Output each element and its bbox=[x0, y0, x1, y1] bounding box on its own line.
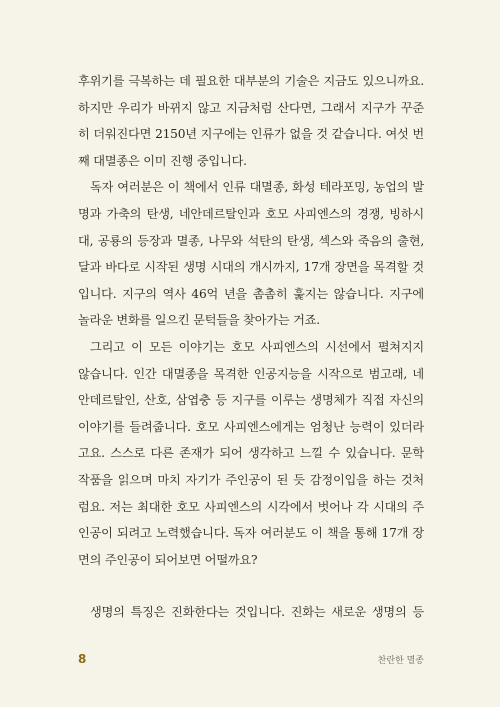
text-line: 생명의 특징은 진화한다는 것입니다. 진화는 새로운 생명의 등 bbox=[90, 605, 424, 620]
text-line: 럼요. 저는 최대한 호모 사피엔스의 시각에서 벗어나 각 시대의 주 bbox=[78, 499, 424, 514]
text-line: 작품을 읽으며 마치 자기가 주인공이 된 듯 감정이입을 하는 것처 bbox=[78, 472, 424, 487]
text-line: 안데르탈인, 산호, 삼엽충 등 지구를 이루는 생명체가 직접 자신의 bbox=[78, 393, 424, 408]
text-line: 않습니다. 인간 대멸종을 목격한 인공지능을 시작으로 범고래, 네 bbox=[78, 366, 424, 381]
text-line: 면의 주인공이 되어보면 어떨까요? bbox=[78, 552, 258, 567]
text-line: 명과 가축의 탄생, 네안데르탈인과 호모 사피엔스의 경쟁, 빙하시 bbox=[78, 206, 424, 221]
running-title: 찬란한 멸종 bbox=[377, 656, 424, 666]
text-line: 대, 공룡의 등장과 멸종, 나무와 석탄의 탄생, 섹스와 죽음의 출현, bbox=[78, 233, 424, 248]
text-line: 히 더워진다면 2150년 지구에는 인류가 없을 것 같습니다. 여섯 번 bbox=[78, 127, 424, 142]
text-line: 놀라운 변화를 일으킨 문턱들을 찾아가는 거죠. bbox=[78, 313, 320, 328]
text-line: 째 대멸종은 이미 진행 중입니다. bbox=[78, 153, 247, 168]
text-line: 그리고 이 모든 이야기는 호모 사피엔스의 시선에서 펼쳐지지 bbox=[90, 339, 424, 354]
paragraph-4 bbox=[78, 599, 424, 626]
text-line: 인공이 되려고 노력했습니다. 독자 여러분도 이 책을 통해 17개 장 bbox=[78, 526, 424, 541]
page-number: 8 bbox=[78, 652, 87, 666]
paragraph-3 bbox=[78, 334, 424, 573]
text-line: 고요. 스스로 다른 존재가 되어 생각하고 느낄 수 있습니다. 문학 bbox=[78, 446, 424, 461]
text-line: 이야기를 들려줍니다. 호모 사피엔스에게는 엄청난 능력이 있더라 bbox=[78, 419, 424, 434]
text-line: 입니다. 지구의 역사 46억 년을 촘촘히 훑지는 않습니다. 지구에 bbox=[78, 286, 424, 301]
section-gap bbox=[78, 573, 424, 599]
paragraph-1 bbox=[78, 68, 424, 174]
body-text bbox=[78, 68, 424, 626]
text-line: 달과 바다로 시작된 생명 시대의 개시까지, 17개 장면을 목격할 것 bbox=[78, 260, 424, 275]
text-line: 독자 여러분은 이 책에서 인류 대멸종, 화성 테라포밍, 농업의 발 bbox=[90, 180, 424, 195]
paragraph-2 bbox=[78, 174, 424, 334]
text-line: 하지만 우리가 바뀌지 않고 지금처럼 산다면, 그래서 지구가 꾸준 bbox=[78, 100, 424, 115]
text-line: 후위기를 극복하는 데 필요한 대부분의 기술은 지금도 있으니까요. bbox=[78, 74, 424, 88]
page-footer bbox=[78, 652, 424, 668]
